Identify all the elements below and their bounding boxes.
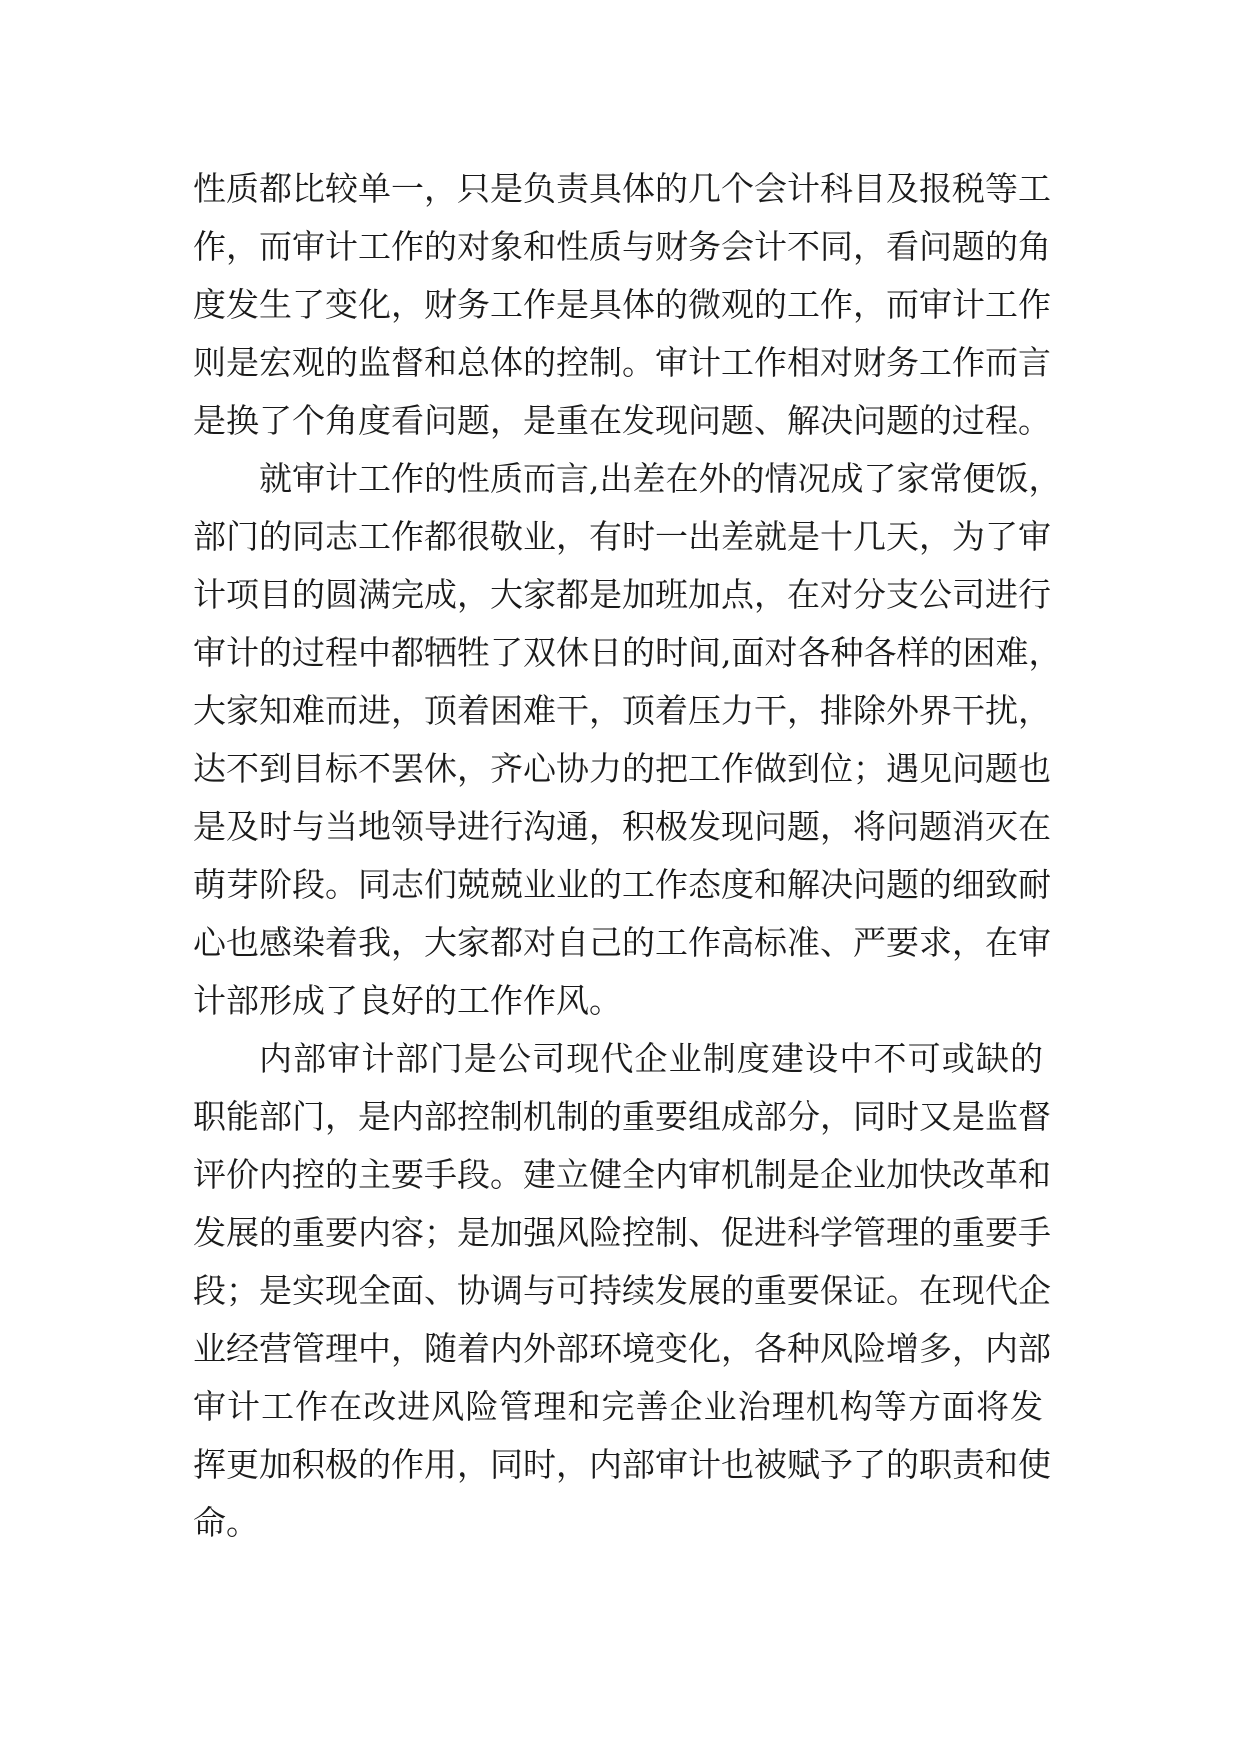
text-line: 计部形成了良好的工作作风。 (193, 981, 622, 1020)
text-line: 作，而审计工作的对象和性质与财务会计不同，看问题的角 (193, 227, 1051, 266)
text-line: 达不到目标不罢休，齐心协力的把工作做到位；遇见问题也 (193, 749, 1051, 788)
text-line: 大家知难而进，顶着困难干，顶着压力干，排除外界干扰， (193, 691, 1051, 730)
text-line: 则是宏观的监督和总体的控制。审计工作相对财务工作而言 (193, 343, 1051, 382)
text-line: 萌芽阶段。同志们兢兢业业的工作态度和解决问题的细致耐 (193, 865, 1051, 904)
text-line: 心也感染着我，大家都对自己的工作高标准、严要求，在审 (193, 923, 1051, 962)
text-line: 就审计工作的性质而言,出差在外的情况成了家常便饭， (259, 459, 1062, 498)
text-line: 计项目的圆满完成，大家都是加班加点，在对分支公司进行 (193, 575, 1051, 614)
text-line: 是及时与当地领导进行沟通，积极发现问题，将问题消灭在 (193, 807, 1051, 846)
text-line: 段；是实现全面、协调与可持续发展的重要保证。在现代企 (193, 1271, 1051, 1310)
text-line: 挥更加积极的作用，同时，内部审计也被赋予了的职责和使 (193, 1445, 1051, 1484)
text-line: 审计工作在改进风险管理和完善企业治理机构等方面将发 (193, 1387, 1043, 1426)
paragraph-2 (193, 450, 1062, 1030)
text-line: 发展的重要内容；是加强风险控制、促进科学管理的重要手 (193, 1213, 1051, 1252)
document-body (193, 160, 1062, 1552)
paragraph-1 (193, 160, 1051, 450)
text-line: 性质都比较单一，只是负责具体的几个会计科目及报税等工 (193, 169, 1051, 208)
text-line: 评价内控的主要手段。建立健全内审机制是企业加快改革和 (193, 1155, 1051, 1194)
text-line: 度发生了变化，财务工作是具体的微观的工作，而审计工作 (193, 285, 1051, 324)
text-line: 审计的过程中都牺牲了双休日的时间,面对各种各样的困难， (193, 633, 1062, 672)
text-line: 命。 (193, 1503, 259, 1542)
text-line: 业经营管理中，随着内外部环境变化，各种风险增多，内部 (193, 1329, 1051, 1368)
text-line: 部门的同志工作都很敬业，有时一出差就是十几天，为了审 (193, 517, 1051, 556)
paragraph-3 (193, 1030, 1051, 1552)
text-line: 内部审计部门是公司现代企业制度建设中不可或缺的 (259, 1039, 1043, 1078)
text-line: 职能部门，是内部控制机制的重要组成部分，同时又是监督 (193, 1097, 1051, 1136)
text-line: 是换了个角度看问题，是重在发现问题、解决问题的过程。 (193, 401, 1051, 440)
